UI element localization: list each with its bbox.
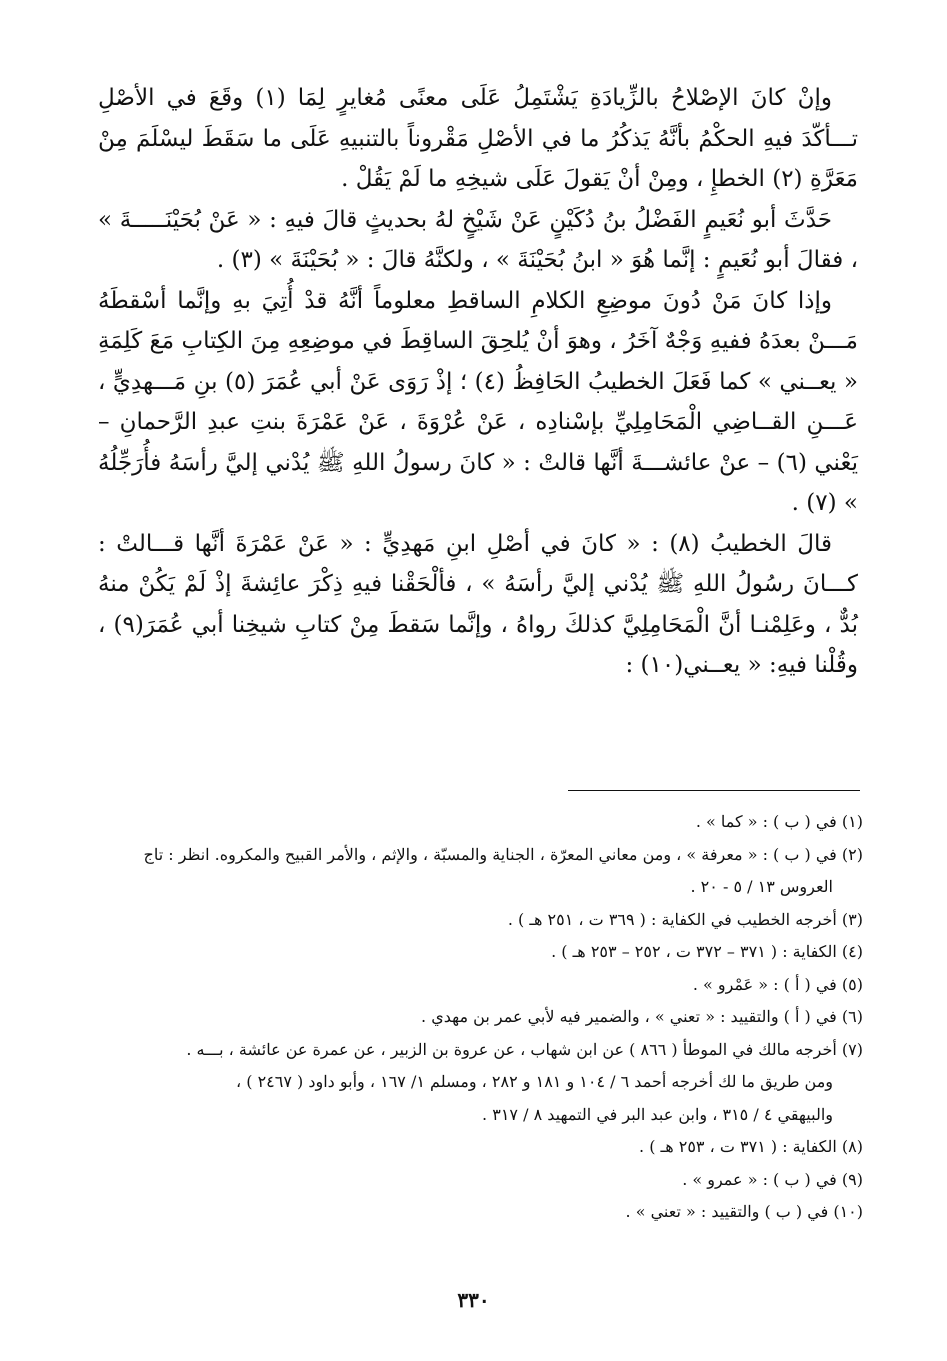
paragraph-4: قالَ الخطيبُ (٨) : « كانَ في أصْلِ ابنِ مَهدِيٍّ : « عَنْ عَمْرَةَ أنَّها قـــالتْ : كـــانَ رسُولُ اللهِ ﷺ يُدْني إليَّ رأسَهُ » ، فألْحَقْنا فيهِ ذِكْرَ عائِشةَ إذْ لَمْ يَكُنْ منهُ بُدٌّ ، وعَلِمْنـا أنَّ الْمَحَامِلِيَّ كذلكَ رواهُ ، وإنَّما سَقطَ مِنْ كتابِ شيخِنا أبي عُمَرَ(٩) ، وقُلْنا فيهِ: « يعــني(١٠) :: [98, 530, 858, 678]
footnote-8: (٨) الكفاية : ( ٣٧١ ت ، ٢٥٣ هـ ) .: [639, 1137, 863, 1156]
page-number: ٣٣٠: [457, 1288, 490, 1312]
footnote-7-continued: ومن طريق ما لك أخرجه أحمد ٦ / ١٠٤ و ١٨١ و ٢٨٢ ، ومسلم ١/ ١٦٧ ، وأبو داود ( ٢٤٦٧ ) ،: [236, 1072, 833, 1091]
footnote-7-continued-2: والبيهقي ٤ / ٣١٥ ، وابن عبد البر في التمهيد ٨ / ٣١٧ .: [482, 1104, 833, 1124]
footnote-5: (٥) في ( أ ) : « عَمْرو » .: [692, 974, 863, 994]
footnote-2: (٢) في ( ب ) : « معرفة » ، ومن معاني المعرّة ، الجناية والمسبّة ، والإثم ، والأمر القبيح والمكروه. انظر : تاج: [143, 844, 863, 864]
footnote-6: (٦) في ( أ ) والتقييد : « تعني » ، والضمير فيه لأبي عمر بن مهدي .: [421, 1007, 863, 1026]
paragraph-3: وإذا كانَ مَنْ دُونَ موضِعِ الكلامِ الساقطِ معلوماً أنَّهُ قدْ أُتِيَ بهِ وإنَّما أسْقطَهُ مَـــنْ بعدَهُ ففيهِ وَجْهٌ آخَرُ ، وهوَ أنْ يُلحِقَ الساقِطَ في موضِعِهِ مِنَ الكِتابِ مَعَ كَلِمَةِ « يعــني » كما فَعَلَ الخطيبُ الحَافِظُ (٤) ؛ إذْ رَوَى عَنْ أبي عُمَرَ (٥) بنِ مَـــهدِيٍّ ، عَـــنِ القــاضِي الْمَحَامِلِيِّ بإسْنادِه ، عَنْ عُرْوَةَ ، عَنْ عَمْرَةَ بنتِ عبدِ الرَّحمانِ – يَعْني (٦) – عنْ عائشـــةَ أنَّها قالتْ : « كانَ رسولُ اللهِ ﷺ يُدْني إليَّ رأسَهُ فأُرَجِّلُهُ » (٧) .: [98, 287, 858, 516]
main-text: [98, 78, 858, 686]
footnote-10: (١٠) في ( ب ) والتقييد : « تعني » .: [625, 1202, 863, 1221]
footnote-separator: [568, 790, 860, 791]
footnotes: [98, 806, 863, 1229]
footnote-4: (٤) الكفاية : ( ٣٧١ – ٣٧٢ ت ، ٢٥٢ – ٢٥٣ هـ ) .: [551, 942, 863, 961]
footnote-7: (٧) أخرجه مالك في الموطأ ( ٨٦٦ ) عن ابن شهاب ، عن عروة بن الزبير ، عن عمرة عن عائشة ، بـــه .: [186, 1039, 863, 1059]
footnote-3: (٣) أخرجه الخطيب في الكفاية : ( ٣٦٩ ت ، ٢٥١ هـ ) .: [507, 909, 863, 929]
footnote-2-continued: العروس ١٣ / ٥ - ٢٠ .: [690, 877, 833, 896]
paragraph-2: حَدَّثَ أبو نُعَيمٍ الفَضْلُ بنُ دُكَيْنٍ عَنْ شَيْخٍ لهُ بحديثٍ قالَ فيهِ : « عَنْ بُحَيْنَـــــةَ » ، فقالَ أبو نُعَيمٍ : إنَّما هُوَ « ابنُ بُحَيْنَةَ » ، ولكنَّهُ قالَ : « بُحَيْنَةَ » (٣) .: [98, 206, 858, 273]
footnote-9: (٩) في ( ب ) : « عمرو » .: [682, 1169, 863, 1189]
footnote-1: (١) في ( ب ) : « كما » .: [695, 812, 863, 831]
paragraph-1: وإنْ كانَ الإصْلاحُ بالزِّيادَةِ يَشْتَمِلُ عَلَى معنًى مُغايرٍ لِمَا (١) وقَعَ في الأصْلِ تـــأكّدَ فيهِ الحكْمُ بأنَّهُ يَذكُرُ ما في الأصْلِ مَقْروناً بالتنبيهِ عَلَى ما سَقَطَ ليسْلَمَ مِنْ مَعَرَّةِ (٢) الخطإِ ، ومِنْ أنْ يَقولَ عَلَى شيخِهِ ما لَمْ يَقُلْ .: [98, 85, 858, 192]
